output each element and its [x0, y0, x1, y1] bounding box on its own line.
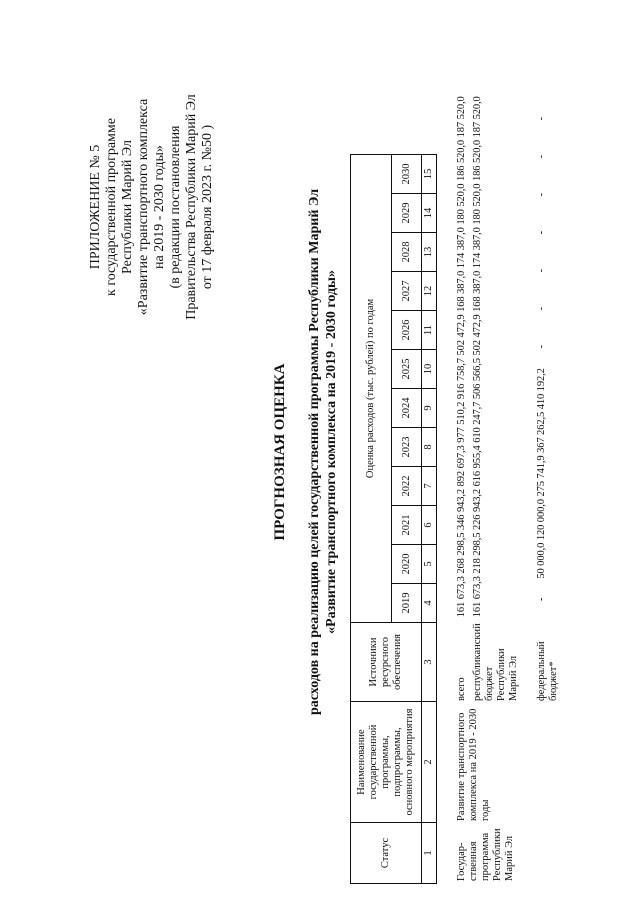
appendix-line: ПРИЛОЖЕНИЕ № 5	[88, 144, 103, 270]
header-status: Статус	[351, 823, 422, 884]
column-number: 7	[422, 467, 437, 506]
federal-values: 50 000,0 120 000,0 275 741,9 367 262,5 410 192,2	[536, 368, 547, 579]
appendix-line: Правительства Республики Марий Эл	[184, 94, 199, 320]
appendix-line: Республики Марий Эл	[120, 140, 135, 274]
federal-dash: -	[536, 268, 547, 273]
estimate-table-body	[454, 93, 562, 884]
row-total-values: 161 673,3 268 298,5 346 943,2 892 697,3 977 510,2 916 758,7 502 472,9 168 387,0 174 387,0 180 520,0 186 520,0 187 520,0	[456, 96, 467, 618]
column-number: 10	[422, 350, 437, 389]
header-year: 2026	[392, 311, 422, 350]
row-name: Развитие транспортного комплекса на 2019 - 2030 годы	[456, 708, 491, 821]
column-number: 9	[422, 389, 437, 428]
rotated-document-page	[10, 12, 630, 892]
federal-dash: -	[536, 116, 547, 121]
header-name: Наименование государственной программы, подпрограммы, основного мероприятия	[351, 702, 422, 823]
subtitle-line: расходов на реализацию целей государственной программы Республики Марий Эл	[307, 188, 322, 716]
federal-dash: -	[536, 230, 547, 235]
column-number: 8	[422, 428, 437, 467]
header-year: 2024	[392, 389, 422, 428]
header-year: 2022	[392, 467, 422, 506]
column-number: 15	[422, 155, 437, 194]
column-number: 2	[422, 702, 437, 823]
header-year: 2019	[392, 584, 422, 623]
column-number: 6	[422, 506, 437, 545]
federal-dashes	[536, 100, 547, 366]
header-year: 2028	[392, 233, 422, 272]
appendix-line: от 17 февраля 2023 г. №50 )	[200, 124, 215, 290]
row-republic-label: республиканский бюджет Республики Марий Эл	[472, 623, 519, 701]
estimate-table-header	[350, 154, 437, 884]
federal-dash: -	[536, 344, 547, 349]
row-federal-label: федеральный бюджет*	[536, 641, 559, 701]
column-number: 4	[422, 584, 437, 623]
column-number: 1	[422, 823, 437, 884]
row-republic-values: 161 673,3 218 298,5 226 943,2 616 955,4 610 247,7 506 566,5 502 472,9 168 387,0 174 387,0 180 520,0 186 520,0 187 520,0	[472, 96, 483, 618]
appendix-line: «Развитие транспортного комплекса	[136, 98, 151, 316]
row-total-label: всего	[456, 677, 467, 701]
appendix-line: (в редакции постановления	[168, 125, 183, 289]
document-subtitle	[306, 72, 340, 832]
header-year: 2020	[392, 545, 422, 584]
appendix-line: на 2019 - 2030 годы»	[152, 145, 167, 269]
header-sources: Источники ресурсного обеспечения	[351, 623, 422, 702]
header-year: 2023	[392, 428, 422, 467]
header-estimate: Оценка расходов (тыс. рублей) по годам	[351, 155, 392, 623]
column-number: 14	[422, 194, 437, 233]
column-number: 13	[422, 233, 437, 272]
column-number: 3	[422, 623, 437, 702]
header-year: 2025	[392, 350, 422, 389]
row-federal-cell	[522, 93, 562, 620]
subtitle-line: «Развитие транспортного комплекса на 2019 - 2030 годы»	[324, 270, 339, 634]
header-year: 2029	[392, 194, 422, 233]
document-title: ПРОГНОЗНАЯ ОЦЕНКА	[272, 363, 288, 541]
federal-dash: -	[536, 154, 547, 159]
header-year: 2021	[392, 506, 422, 545]
header-year: 2027	[392, 272, 422, 311]
column-number: 12	[422, 272, 437, 311]
appendix-line: к государственной программе	[104, 118, 119, 296]
federal-2019-value: -	[536, 597, 547, 602]
federal-dash: -	[536, 306, 547, 311]
appendix-block	[88, 42, 216, 372]
header-year: 2030	[392, 155, 422, 194]
column-number: 11	[422, 311, 437, 350]
column-number: 5	[422, 545, 437, 584]
row-status: Государ- ственная программа Республики Марий Эл	[456, 828, 515, 881]
federal-dash: -	[536, 192, 547, 197]
